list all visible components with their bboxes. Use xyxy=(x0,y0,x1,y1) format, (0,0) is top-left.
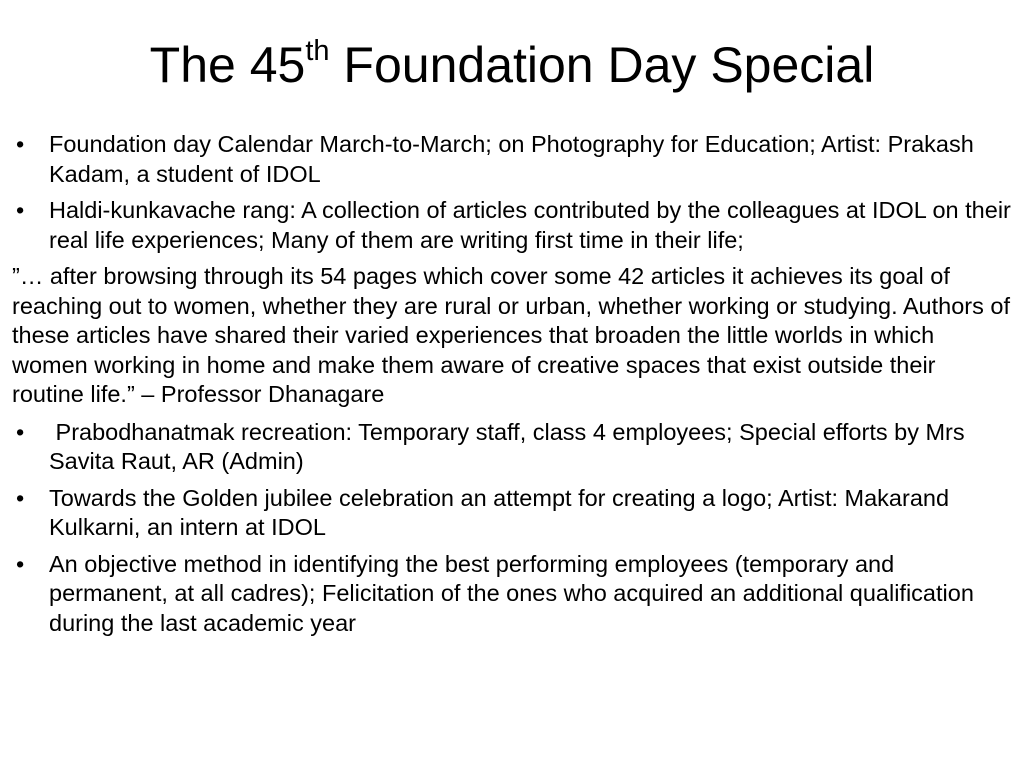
bullet-text: Foundation day Calendar March-to-March; on Photography for Education; Artist: Prakash Kadam, a student of IDOL xyxy=(49,131,974,187)
bullet-dot: • xyxy=(16,550,25,577)
bullet-dot: • xyxy=(16,197,25,223)
title-prefix: The 45 xyxy=(149,37,306,93)
bullet-dot: • xyxy=(16,484,25,511)
slide-title xyxy=(0,30,1024,100)
bullet-item xyxy=(12,550,1012,639)
title-suffix: Foundation Day Special xyxy=(329,37,875,93)
bullet-text: An objective method in identifying the best performing employees (temporary and permanent, at all cadres); Felicitation of the ones who acquired an additional qualification during the last academic year xyxy=(49,550,974,636)
bullet-item xyxy=(12,484,1012,543)
bullet-text: Haldi-kunkavache rang: A collection of articles contributed by the colleagues at IDOL on their real life experiences; Many of them are writing first time in their life; xyxy=(49,197,1011,253)
bullet-dot: • xyxy=(16,131,25,157)
slide-content xyxy=(12,130,1012,645)
title-superscript: th xyxy=(305,35,330,68)
bullet-text: Towards the Golden jubilee celebration an attempt for creating a logo; Artist: Makarand Kulkarni, an intern at IDOL xyxy=(49,484,950,540)
bullet-item xyxy=(12,418,1012,477)
quote-paragraph: ”… after browsing through its 54 pages which cover some 42 articles it achieves its goal of reaching out to women, whether they are rural or urban, whether working or studying. Authors of these articles have shared their varied experiences that broaden the little worlds in which women working in home and make them aware of creative spaces that exist outside their routine life.” – Professor Dhanagare xyxy=(12,263,1010,407)
bullet-text: Prabodhanatmak recreation: Temporary staff, class 4 employees; Special efforts by Mrs Savita Raut, AR (Admin) xyxy=(49,418,972,474)
bullet-dot: • xyxy=(16,418,25,445)
bullet-item xyxy=(12,130,1012,189)
bullet-item xyxy=(12,196,1012,255)
